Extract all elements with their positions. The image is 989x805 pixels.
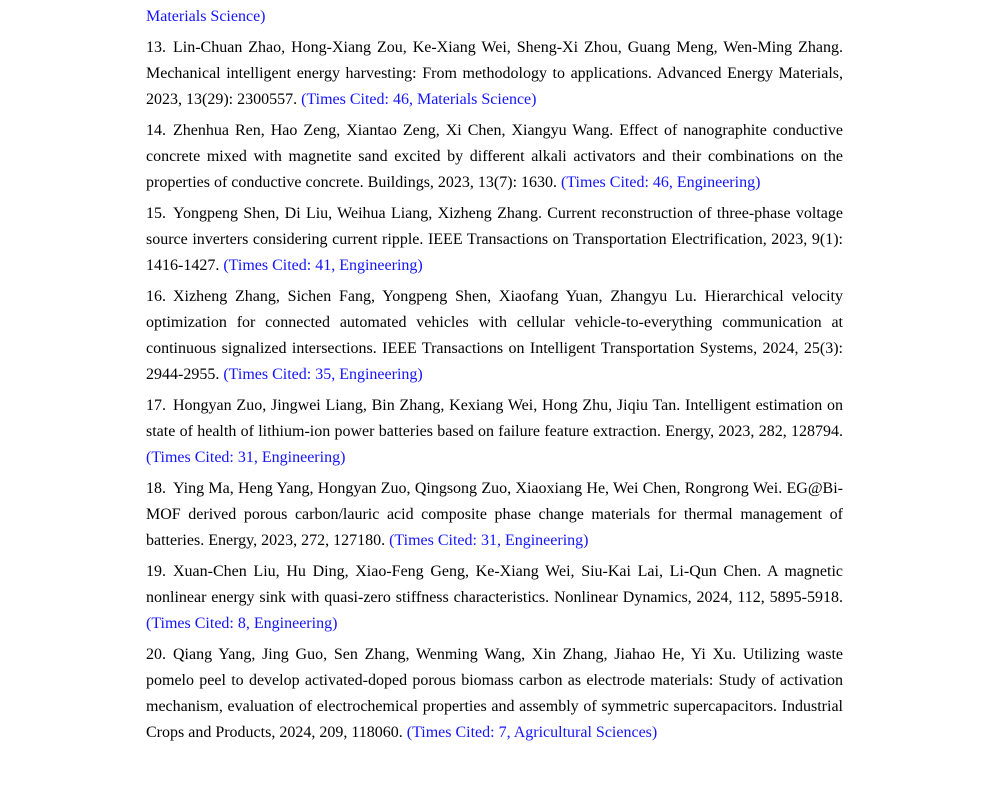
entry-number: 17. [146,397,166,414]
times-cited-annotation: (Times Cited: 7, Agricultural Sciences) [406,724,658,741]
citation-entry-19 [146,559,843,637]
citation-entry-20 [146,642,843,746]
entry-citation-text: Xuan-Chen Liu, Hu Ding, Xiao-Feng Geng, Ke-Xiang Wei, Siu-Kai Lai, Li-Qun Chen. A magnetic nonlinear energy sink with quasi-zero stiffness characteristics. Nonlinear Dynamics, 2024, 112, 5895-5918. [146,563,843,606]
entry-citation-text: Hongyan Zuo, Jingwei Liang, Bin Zhang, Kexiang Wei, Hong Zhu, Jiqiu Tan. Intelligent estimation on state of health of lithium-ion power batteries based on failure feature extraction. Energy, 2023, 282, 128794. [146,397,843,440]
entry-citation-text: Yongpeng Shen, Di Liu, Weihua Liang, Xizheng Zhang. Current reconstruction of three-phase voltage source inverters considering current ripple. IEEE Transactions on Transportation Electrification, 2023, 9(1): 1416-1427. [146,205,843,274]
times-cited-annotation: (Times Cited: 46, Engineering) [561,174,761,191]
citation-entry-16 [146,284,843,388]
citation-entry-13 [146,35,843,113]
times-cited-annotation: (Times Cited: 46, Materials Science) [301,91,537,108]
times-cited-annotation: (Times Cited: 31, Engineering) [146,449,346,466]
times-cited-annotation: (Times Cited: 8, Engineering) [146,615,338,632]
citation-entry-14 [146,118,843,196]
entry-citation-text: Lin-Chuan Zhao, Hong-Xiang Zou, Ke-Xiang Wei, Sheng-Xi Zhou, Guang Meng, Wen-Ming Zhang. Mechanical intelligent energy harvesting: From methodology to applications. Advanced Energy Materials, 2023, 13(29): 2300557. [146,39,843,108]
entry-number: 19. [146,563,166,580]
entry-number: 20. [146,646,166,663]
times-cited-annotation: (Times Cited: 35, Engineering) [223,366,423,383]
times-cited-annotation: (Times Cited: 31, Engineering) [389,532,589,549]
citation-entry-17 [146,393,843,471]
entry-citation-text: Qiang Yang, Jing Guo, Sen Zhang, Wenming Wang, Xin Zhang, Jiahao He, Yi Xu. Utilizing waste pomelo peel to develop activated-doped porous biomass carbon as electrode materials: Study of activation mechanism, evaluation of electrochemical properties and assembly of symmetric supercapacitors. Industrial Crops and Products, 2024, 209, 118060. [146,646,843,741]
entry-citation-text: Xizheng Zhang, Sichen Fang, Yongpeng Shen, Xiaofang Yuan, Zhangyu Lu. Hierarchical velocity optimization for connected automated vehicles with cellular vehicle-to-everything communication at continuous signalized intersections. IEEE Transactions on Intelligent Transportation Systems, 2024, 25(3): 2944-2955. [146,288,843,383]
previous-entry-fragment: Materials Science) [146,8,266,25]
entry-number: 13. [146,39,166,56]
entry-number: 15. [146,205,166,222]
entry-number: 14. [146,122,166,139]
entry-citation-text: Ying Ma, Heng Yang, Hongyan Zuo, Qingsong Zuo, Xiaoxiang He, Wei Chen, Rongrong Wei. EG@Bi-MOF derived porous carbon/lauric acid composite phase change materials for thermal management of batteries. Energy, 2023, 272, 127180. [146,480,843,549]
times-cited-annotation: (Times Cited: 41, Engineering) [223,257,423,274]
entry-number: 16. [146,288,166,305]
citation-entry-15 [146,201,843,279]
entry-number: 18. [146,480,166,497]
entry-citation-text: Zhenhua Ren, Hao Zeng, Xiantao Zeng, Xi Chen, Xiangyu Wang. Effect of nanographite conductive concrete mixed with magnetite sand excited by different alkali activators and their combinations on the properties of conductive concrete. Buildings, 2023, 13(7): 1630. [146,122,843,191]
citation-entry-18 [146,476,843,554]
